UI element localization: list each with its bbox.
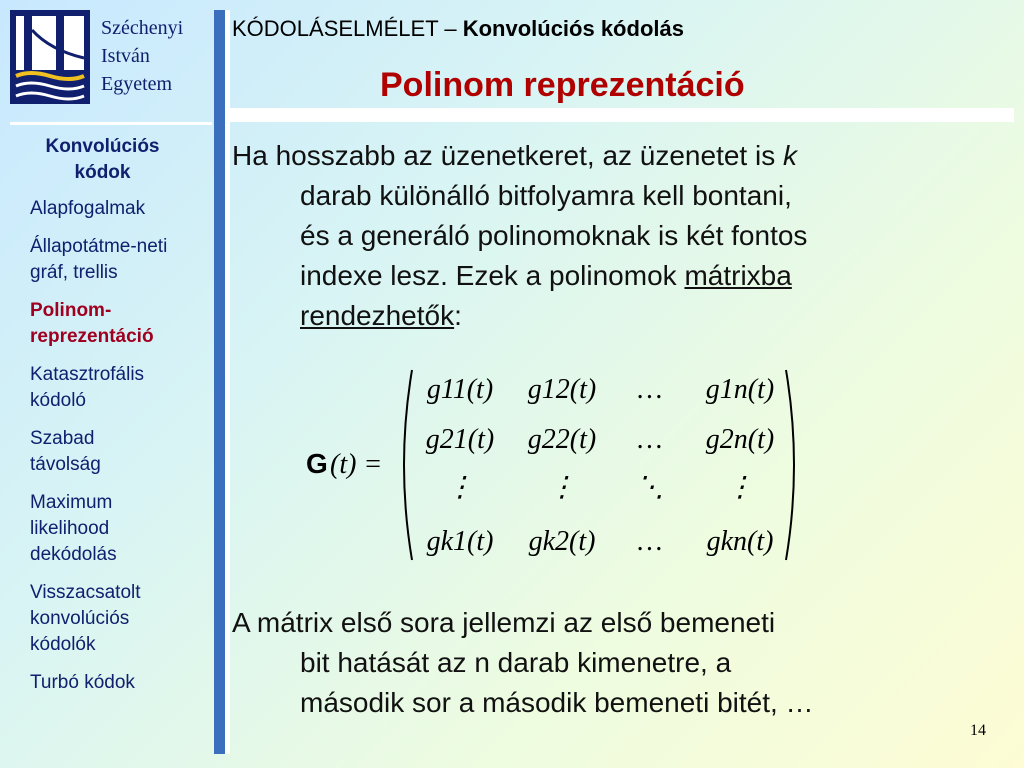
matrix-cell-1-1: g11(t) bbox=[426, 374, 494, 405]
university-name-line2: István bbox=[101, 45, 150, 67]
paragraph-explanation bbox=[232, 603, 992, 723]
matrix-cell-3-4: ⋮ bbox=[726, 472, 754, 503]
page-number: 14 bbox=[970, 722, 986, 739]
para2-line2: bit hatását az n darab kimenetre, a bbox=[300, 647, 732, 678]
generator-matrix bbox=[300, 360, 800, 570]
sidebar-item-visszacsatolt[interactable]: Visszacsatolt konvolúciós kódolók bbox=[30, 582, 141, 655]
matrix-cell-3-1: ⋮ bbox=[446, 472, 474, 503]
paragraph-intro bbox=[232, 136, 992, 336]
university-logo bbox=[10, 10, 90, 104]
para1-line2: darab különálló bitfolyamra kell bontani, bbox=[300, 180, 792, 211]
matrix-cell-2-2: g22(t) bbox=[527, 424, 597, 455]
university-name-line1: Széchenyi bbox=[101, 17, 184, 39]
matrix-lhs-G: G bbox=[306, 448, 328, 479]
para2-line3: második sor a második bemeneti bitét, … bbox=[300, 687, 814, 718]
course-name: KÓDOLÁSELMÉLET – bbox=[232, 16, 457, 41]
sidebar-heading: Konvolúciós kódok bbox=[45, 136, 160, 183]
university-name-line3: Egyetem bbox=[101, 73, 173, 95]
matrix-cell-4-1: gk1(t) bbox=[426, 526, 494, 557]
logo-divider bbox=[10, 122, 212, 125]
sidebar-item-polinom-reprezentacio[interactable]: Polinom-reprezentáció bbox=[30, 300, 154, 347]
header-divider bbox=[230, 108, 1014, 122]
course-header bbox=[232, 16, 684, 42]
matrix-right-paren bbox=[786, 370, 794, 560]
matrix-cell-4-2: gk2(t) bbox=[528, 526, 596, 557]
matrix-left-paren bbox=[404, 370, 412, 560]
para1-underlined-rendezhetok: rendezhetők bbox=[300, 300, 455, 331]
sidebar-item-turbo-kodok[interactable]: Turbó kódok bbox=[30, 672, 135, 693]
matrix-cell-4-3: … bbox=[637, 526, 663, 557]
sidebar-item-maximum-likelihood[interactable]: Maximum likelihood dekódolás bbox=[30, 492, 117, 565]
para1-line4 bbox=[232, 256, 992, 296]
para1-line1 bbox=[232, 136, 992, 176]
para1-line5 bbox=[232, 296, 992, 336]
matrix-cell-2-4: g2n(t) bbox=[705, 424, 775, 455]
para1-line3: és a generáló polinomoknak is két fontos bbox=[300, 220, 808, 251]
sidebar-item-allapotatmeneti-graf[interactable]: Állapotátme-neti gráf, trellis bbox=[30, 236, 168, 283]
matrix-cell-3-3: ⋱ bbox=[636, 472, 664, 503]
matrix-cell-3-2: ⋮ bbox=[548, 472, 576, 503]
university-name bbox=[101, 14, 183, 98]
para1-line4-text: indexe lesz. Ezek a polinomok bbox=[300, 260, 685, 291]
matrix-cell-4-4: gkn(t) bbox=[706, 526, 774, 557]
para1-text-start: Ha hosszabb az üzenetkeret, az üzenetet is bbox=[232, 140, 783, 171]
para2-line1: A mátrix első sora jellemzi az első bemeneti bbox=[232, 607, 776, 638]
vertical-divider-blue bbox=[214, 10, 225, 754]
para1-k: k bbox=[783, 140, 797, 171]
matrix-cell-1-4: g1n(t) bbox=[705, 374, 775, 405]
matrix-cell-1-3: … bbox=[637, 374, 663, 405]
para1-colon: : bbox=[454, 300, 462, 331]
sidebar-item-alapfogalmak[interactable]: Alapfogalmak bbox=[30, 198, 146, 219]
matrix-cell-1-2: g12(t) bbox=[527, 374, 597, 405]
matrix-cell-2-1: g21(t) bbox=[425, 424, 495, 455]
matrix-cell-2-3: … bbox=[637, 424, 663, 455]
matrix-lhs-rest: (t) = bbox=[330, 449, 383, 480]
para1-underlined-matrixba: mátrixba bbox=[684, 260, 792, 291]
sidebar-item-katasztrofalis-kodolo[interactable]: Katasztrofális kódoló bbox=[30, 364, 145, 411]
course-topic: Konvolúciós kódolás bbox=[462, 16, 684, 41]
sidebar-nav bbox=[30, 134, 210, 708]
slide-title: Polinom reprezentáció bbox=[380, 66, 745, 104]
sidebar-item-szabad-tavolsag[interactable]: Szabad távolság bbox=[30, 428, 101, 475]
